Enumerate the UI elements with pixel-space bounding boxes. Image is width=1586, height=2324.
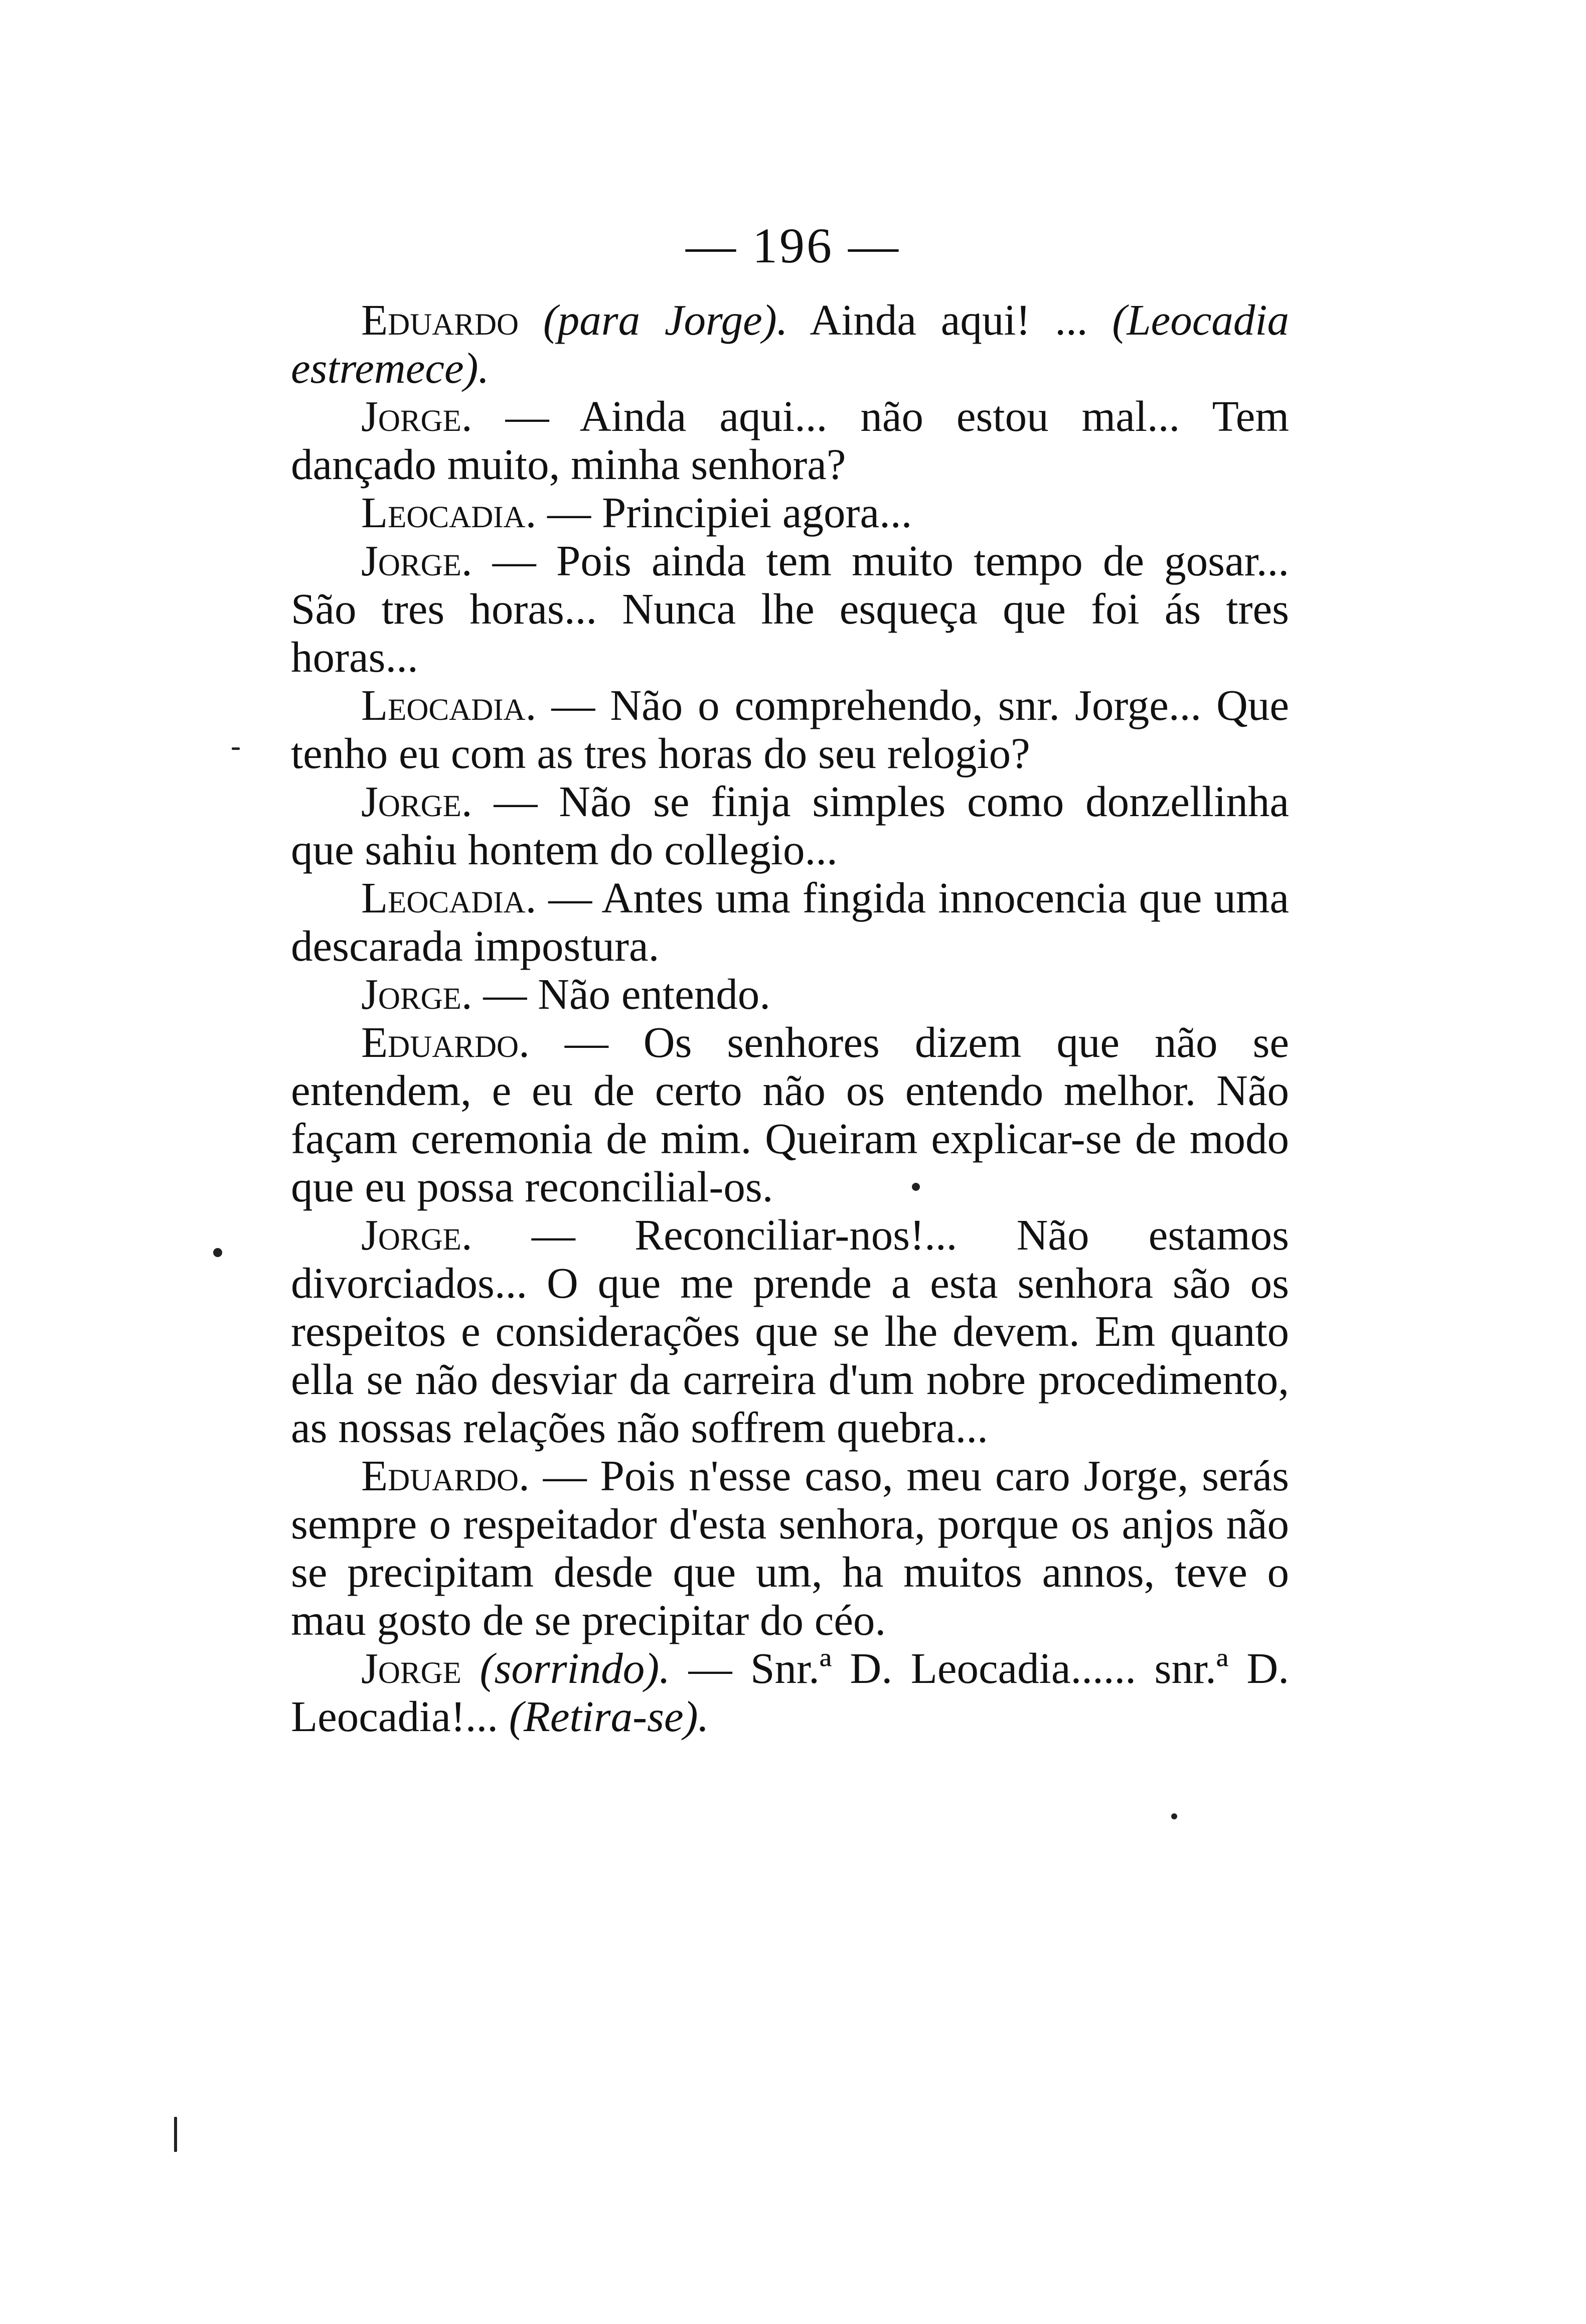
dialogue-paragraph xyxy=(291,1452,1289,1644)
stage-direction: (sorrindo). xyxy=(480,1644,670,1692)
speech-text: — Principiei agora... xyxy=(536,488,912,537)
speech-text: — Não se finja simples como donzellinha que sahiu hontem do collegio... xyxy=(291,777,1289,874)
speech-text: Ainda aqui! ... xyxy=(787,295,1113,344)
speech-text: — Antes uma fingida innocencia que uma descarada impostura. xyxy=(291,873,1289,970)
dialogue-paragraph xyxy=(291,874,1289,970)
speaker-name: Jorge xyxy=(361,1644,461,1692)
speech-text: — Reconciliar-nos!... Não estamos divorciados... O que me prende a esta senhora são os respeitos e considerações que se lhe devem. Em quanto ella se não desviar da carreira d'um nobre procedimento, as nossas relações não soffrem quebra... xyxy=(291,1210,1289,1452)
dialogue-paragraph xyxy=(291,970,1289,1018)
dialogue-paragraph xyxy=(291,778,1289,874)
dialogue-paragraph xyxy=(291,1018,1289,1211)
speech-text: — Não o comprehendo, snr. Jorge... Que tenho eu com as tres horas do seu relogio? xyxy=(291,681,1289,778)
dialogue-paragraph xyxy=(291,489,1289,537)
speech-text: — Pois ainda tem muito tempo de gosar... São tres horas... Nunca lhe esqueça que foi ás tres horas... xyxy=(291,536,1289,681)
speech-text: — Os senhores dizem que não se entendem, e eu de certo não os entendo melhor. Não façam ceremonia de mim. Queiram explicar-se de modo que eu possa reconcilial-os. xyxy=(291,1018,1289,1211)
speaker-name: Eduardo. xyxy=(361,1451,530,1500)
speech-text: — Não entendo. xyxy=(472,970,771,1018)
speech-text: — Snr.ª D. Leocadia...... snr.ª D. Leocadia!... xyxy=(291,1644,1289,1741)
stage-direction: (Leocadia estremece). xyxy=(291,295,1289,392)
dialogue-paragraph xyxy=(291,1644,1289,1741)
scan-speck xyxy=(174,2117,177,2152)
stage-direction: (para Jorge). xyxy=(543,295,788,344)
speaker-name: Leocadia. xyxy=(361,873,537,922)
speaker-name: Jorge. xyxy=(361,1210,472,1259)
speaker-name: Eduardo xyxy=(361,295,519,344)
speaker-name: Eduardo. xyxy=(361,1018,530,1066)
speaker-name: Jorge. xyxy=(361,970,472,1018)
dialogue-paragraph xyxy=(291,681,1289,778)
dialogue-text xyxy=(291,296,1289,1741)
speech-text: — Pois n'esse caso, meu caro Jorge, serás sempre o respeitador d'esta senhora, porque os anjos não se precipitam desde que um, ha muitos annos, teve o mau gosto de se precipitar do céo. xyxy=(291,1451,1289,1644)
scan-speck xyxy=(912,1183,920,1191)
scan-speck xyxy=(213,1248,222,1257)
page-number: — 196 — xyxy=(686,218,900,273)
dialogue-paragraph xyxy=(291,296,1289,392)
dialogue-paragraph xyxy=(291,392,1289,489)
speaker-name: Jorge. xyxy=(361,777,472,826)
scan-speck xyxy=(1171,1813,1177,1819)
speaker-name: Jorge. xyxy=(361,536,472,585)
speaker-name: Leocadia. xyxy=(361,488,537,537)
stage-direction: (Retira-se). xyxy=(509,1692,709,1741)
dialogue-paragraph xyxy=(291,537,1289,681)
speech-text: — Ainda aqui... não estou mal... Tem dançado muito, minha senhora? xyxy=(291,392,1289,489)
dialogue-paragraph xyxy=(291,1211,1289,1452)
scan-speck xyxy=(232,747,240,750)
speaker-name: Jorge. xyxy=(361,392,472,440)
speaker-name: Leocadia. xyxy=(361,681,537,729)
